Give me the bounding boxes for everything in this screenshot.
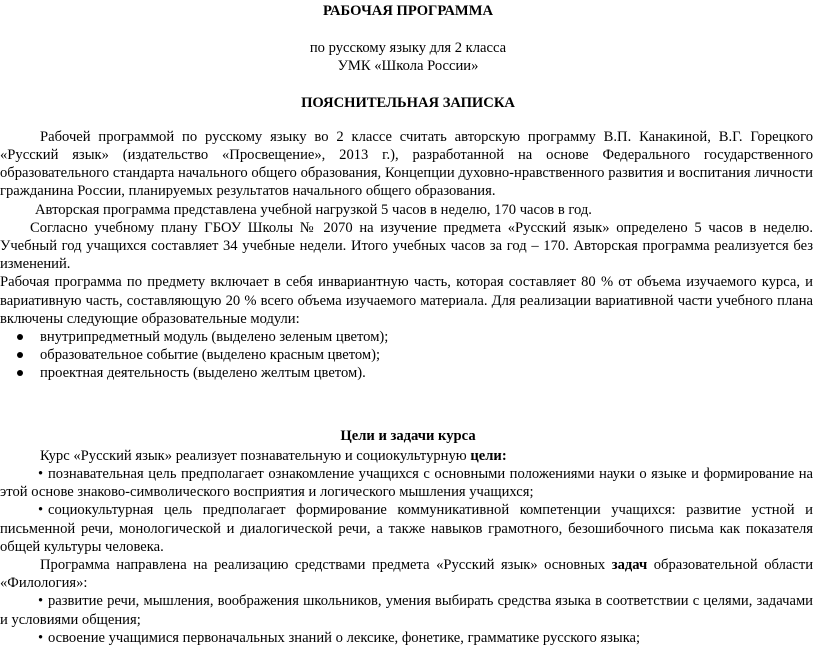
modules-list (0, 328, 816, 383)
bullet-icon (17, 334, 23, 340)
paragraph-tasks (0, 556, 816, 592)
tasks-text-start: Программа направлена на реализацию средствами предмета «Русский язык» основных (40, 557, 612, 574)
paragraph-curriculum: Согласно учебному плану ГБОУ Школы № 2070 на изучение предмета «Русский язык» определено 5 часов в неделю. Учебный год учащихся составляет 34 учебные недели. Итого учебных часов за год – 170. Авторская программа реализуется без изменений. (0, 219, 813, 273)
task-item-speech (0, 592, 816, 628)
goal-item-cognitive (0, 465, 816, 501)
task-item-text: развитие речи, мышления, воображения школьников, умения выбирать средства языка в соответствии с целями, задачами и условиями общения; (0, 593, 813, 628)
bullet-icon (17, 352, 23, 358)
list-item-text: образовательное событие (выделено красным цветом); (40, 347, 381, 364)
document-page (0, 2, 816, 646)
spacer (0, 383, 816, 427)
section-heading-explanatory-note: ПОЯСНИТЕЛЬНАЯ ЗАПИСКА (301, 94, 515, 111)
paragraph-modules: Рабочая программа по предмету включает в себя инвариантную часть, которая составляет 80 % от объема изучаемого курса, и вариативную часть, составляющую 20 % всего объема изучаемого материала. Для реализации вариативной части учебного плана включены следующие образовательные модули: (0, 274, 813, 327)
doc-subtitle-umk: УМК «Школа России» (337, 58, 479, 75)
list-item (0, 364, 816, 382)
doc-subtitle-subject: по русскому языку для 2 класса (309, 40, 507, 57)
goals-keyword: цели: (470, 447, 507, 464)
tasks-keyword: задач (611, 557, 648, 574)
tasks-text-end: образовательной области «Филология»: (0, 557, 814, 592)
goal-item-sociocultural (0, 501, 816, 556)
course-goals-text: Курс «Русский язык» реализует познавательную и социокультурную (40, 447, 471, 464)
small-bullet-icon: • (38, 502, 44, 519)
task-item-knowledge (0, 629, 816, 647)
doc-title: РАБОЧАЯ ПРОГРАММА (322, 3, 494, 19)
small-bullet-icon: • (38, 593, 44, 610)
section-heading-goals: Цели и задачи курса (340, 427, 476, 444)
paragraph-hours: Авторская программа представлена учебной нагрузкой 5 часов в неделю, 170 часов в год. (35, 201, 592, 218)
list-item-text: внутрипредметный модуль (выделено зеленым цветом); (40, 329, 389, 346)
small-bullet-icon: • (38, 466, 44, 483)
goal-item-text: познавательная цель предполагает ознакомление учащихся с основными положениями науки о языке и формирование на этой основе знаково-символического восприятия и логического мышления учащихся; (0, 466, 813, 501)
list-item (0, 328, 816, 346)
list-item-text: проектная деятельность (выделено желтым цветом). (40, 365, 366, 382)
bullet-icon (17, 370, 23, 376)
spacer (0, 76, 816, 94)
small-bullet-icon: • (38, 629, 44, 646)
paragraph-program-basis: Рабочей программой по русскому языку во 2 классе считать авторскую программу В.П. Канакиной, В.Г. Горецкого «Русский язык» (издательство «Просвещение», 2013 г.), разработанной на основе Федерального государственного образовательного стандарта начального общего образования, Концепции духовно-нравственного развития и воспитания личности гражданина России, планируемых результатов начального общего образования. (0, 128, 813, 200)
paragraph-course-goals (0, 447, 816, 465)
goal-item-text: социокультурная цель предполагает формирование коммуникативной компетенции учащихся: развитие устной и письменной речи, монологической и диалогической речи, а также навыков грамотного, безошибочного письма как показателя общей культуры человека. (0, 502, 813, 555)
spacer (0, 20, 816, 39)
task-item-text: освоение учащимися первоначальных знаний о лексике, фонетике, грамматике русского языка; (48, 629, 641, 646)
spacer (0, 112, 816, 128)
list-item (0, 346, 816, 364)
